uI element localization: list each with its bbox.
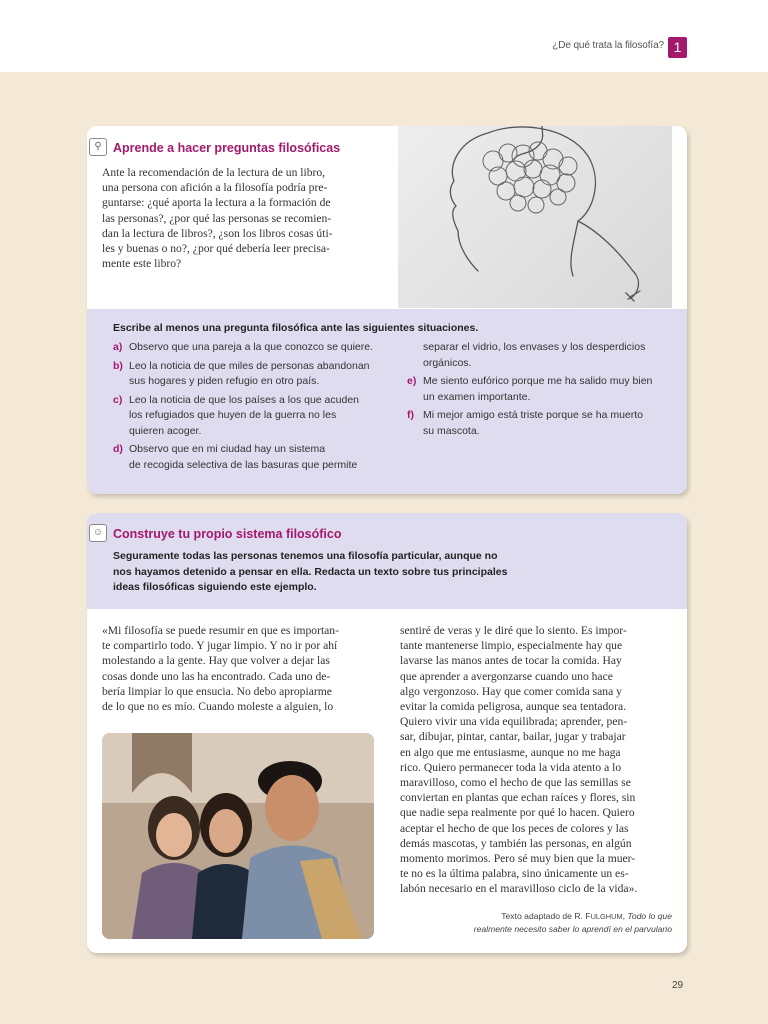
exercise-item-c — [113, 393, 383, 440]
text-line: evitar la comida peligrosa, aunque sea tentadora. — [400, 700, 626, 714]
citation-prefix: Texto adaptado de R. F — [501, 911, 591, 921]
head-brain-drawing — [398, 126, 672, 308]
item-letter: b) — [113, 359, 123, 372]
text-line: sentiré de veras y le diré que lo siento. Es impor- — [400, 624, 627, 637]
text-line: labón necesario en el maravilloso ciclo de la vida». — [400, 882, 638, 896]
running-header-title: ¿De qué trata la filosofía? — [552, 40, 664, 51]
text-line: «Mi filosofía se puede resumir en que es importan- — [102, 624, 339, 637]
item-line: Leo la noticia de que miles de personas abandonan — [129, 359, 370, 372]
text-line: que aprender a avergonzarse cuando uno hace — [400, 669, 613, 683]
text-line: tante mantenerse limpio, especialmente hay que — [400, 639, 623, 653]
example-text-column-2 — [400, 623, 672, 897]
citation-work-title: Todo lo que — [627, 911, 672, 921]
text-line: rico. Quiero permanecer toda la vida atento a lo — [400, 760, 622, 774]
exercise-heading: Escribe al menos una pregunta filosófica ante las siguientes situaciones. — [113, 322, 479, 334]
item-line: un examen importante. — [423, 390, 531, 403]
item-line: Me siento eufórico porque me ha salido muy bien — [423, 375, 653, 387]
intro-line: Ante la recomendación de la lectura de un libro, — [102, 166, 326, 179]
text-line: demás mascotas, y también las personas, en algún — [400, 836, 632, 850]
text-line: maravilloso, como el hecho de que las semillas se — [400, 776, 631, 790]
exercise-item-d-continued — [407, 340, 677, 371]
text-line: momento morimos. Pero sé muy bien que la muer- — [400, 852, 636, 866]
text-line: que nadie sepa realmente por qué lo hacen. Quiero — [400, 806, 635, 820]
brain-lightbulb-illustration — [398, 126, 672, 308]
text-line: sar, dibujar, pintar, cantar, bailar, jugar y trabajar — [400, 730, 626, 744]
intro-line: las personas?, ¿por qué las personas se recomien- — [102, 211, 332, 225]
person-icon: ☺ — [89, 524, 107, 542]
page-number: 29 — [672, 980, 684, 991]
text-line: cosas donde uno las ha encontrado. Cada uno de- — [102, 669, 331, 683]
instruction-text — [113, 549, 543, 596]
section-title-questions: Aprende a hacer preguntas filosóficas — [113, 141, 341, 155]
item-line: sus hogares y piden refugio en otro país. — [129, 375, 320, 387]
source-citation — [400, 910, 672, 936]
exercise-item-d — [113, 442, 383, 473]
chapter-badge: 1 — [668, 37, 687, 58]
exercise-box — [87, 309, 687, 494]
item-letter: e) — [407, 375, 417, 387]
item-line: su mascota. — [423, 424, 480, 437]
intro-line: dan la lectura de libros?, ¿son los libros cosas úti- — [102, 226, 333, 240]
section-philosophical-system — [87, 513, 687, 953]
friends-photo — [102, 733, 374, 939]
item-letter: a) — [113, 341, 123, 353]
item-letter: f) — [407, 409, 414, 421]
item-line: Mi mejor amigo está triste porque se ha muerto — [423, 409, 644, 421]
exercise-list-column-1 — [113, 340, 383, 476]
text-line: lavarse las manos antes de tocar la comida. Hay — [400, 654, 622, 668]
item-letter: c) — [113, 393, 123, 406]
text-line: conviertan en plantas que echan raíces y flores, sin — [400, 791, 636, 805]
instruction-line: Seguramente todas las personas tenemos una filosofía particular, aunque no — [113, 550, 498, 562]
text-line: aceptar el hecho de que los peces de colores y las — [400, 821, 629, 835]
citation-separator: , — [622, 911, 628, 921]
intro-line: guntarse: ¿qué aporta la lectura a la formación de — [102, 196, 331, 210]
text-line: algo vergonzoso. Hay que comer comida sana y — [400, 684, 622, 698]
exercise-item-b — [113, 359, 383, 390]
exercise-item-e — [407, 374, 677, 405]
item-line: Observo que en mi ciudad hay un sistema — [129, 443, 326, 455]
page-header — [0, 0, 768, 72]
section-title-system: Construye tu propio sistema filosófico — [113, 527, 342, 541]
exercise-item-f — [407, 408, 677, 439]
intro-line: les y buenas o no?, ¿por qué debería leer precisa- — [102, 242, 330, 256]
instruction-line: ideas filosóficas siguiendo este ejemplo. — [113, 581, 317, 593]
text-line: molestando a la gente. Hay que volver a dejar las — [102, 654, 330, 668]
text-line: te no es la última palabra, sino únicamente un es- — [400, 867, 629, 881]
item-line: de recogida selectiva de las basuras que permite — [129, 458, 358, 471]
text-line: en algo que me entusiasme, aunque no me haga — [400, 745, 621, 759]
intro-paragraph — [102, 165, 378, 271]
text-line: te compartirlo todo. Y jugar limpio. Y no ir por ahí — [102, 639, 338, 653]
citation-author: ULGHUM — [590, 912, 623, 921]
item-line: separar el vidrio, los envases y los desperdicios — [423, 341, 646, 353]
three-friends-image — [102, 733, 374, 939]
intro-line: una persona con afición a la filosofía podría pre- — [102, 181, 328, 195]
item-line: Leo la noticia de que los países a los que acuden — [129, 393, 360, 406]
instruction-line: nos hayamos detenido a pensar en ella. Redacta un texto sobre tus principales — [113, 565, 508, 578]
example-text-column-1 — [102, 623, 374, 714]
intro-line: mente este libro? — [102, 257, 182, 271]
section-philosophical-questions — [87, 126, 687, 494]
item-line: orgánicos. — [423, 356, 472, 369]
key-icon: ⚲ — [89, 138, 107, 156]
item-letter: d) — [113, 443, 123, 455]
exercise-list-column-2 — [407, 340, 677, 442]
item-line: quieren acoger. — [129, 424, 202, 437]
item-line: Observo que una pareja a la que conozco se quiere. — [129, 341, 373, 353]
text-line: Quiero vivir una vida equilibrada; aprender, pen- — [400, 715, 628, 729]
text-line: bería limpiar lo que ensucia. No debo apropiarme — [102, 684, 332, 698]
exercise-item-a — [113, 340, 383, 356]
text-line: de lo que no es mío. Cuando moleste a alguien, lo — [102, 700, 334, 714]
item-line: los refugiados que huyen de la guerra no les — [129, 409, 337, 421]
citation-work-title-cont: realmente necesito saber lo aprendí en el parvulario — [473, 924, 672, 934]
